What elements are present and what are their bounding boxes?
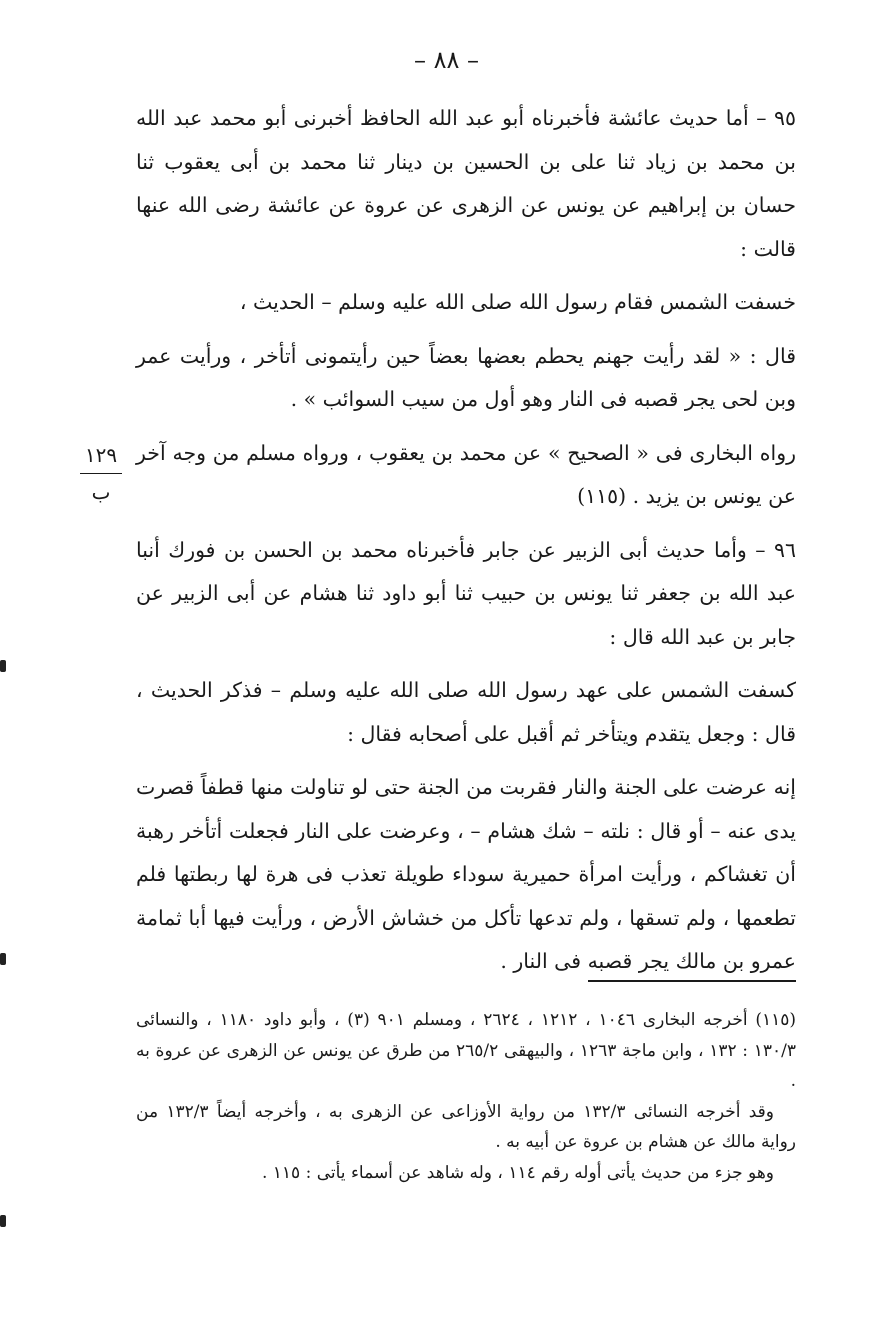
paragraph-bukhari-muslim: رواه البخارى فى « الصحيح » عن محمد بن يعقوب ، ورواه مسلم من وجه آخر عن يونس بن يزيد . (١١٥) [136, 440, 796, 508]
main-text [136, 97, 796, 984]
folio-number: ١٢٩ [84, 443, 118, 467]
paragraph-hadith-96: ٩٦ – وأما حديث أبى الزبير عن جابر فأخبرناه محمد بن الحسن بن فورك أنبا عبد الله بن جعفر ثنا يونس بن حبيب ثنا أبو داود ثنا هشام عن أبى الزبير عن جابر بن عبد الله قال : [136, 537, 796, 649]
paragraph-hadith-95: ٩٥ – أما حديث عائشة فأخبرناه أبو عبد الله الحافظ أخبرنى أبو محمد عبد الله بن محمد بن زياد ثنا على بن الحسين بن دينار ثنا محمد بن أبى يعقوب ثنا حسان بن إبراهيم عن يونس عن الزهرى عن عروة عن عائشة رضى الله عنها قالت : [136, 106, 796, 261]
paragraph-eclipse-aisha: خسفت الشمس فقام رسول الله صلى الله عليه وسلم – الحديث ، [239, 290, 796, 314]
folio-divider [80, 473, 122, 474]
scan-edge-mark [0, 1215, 6, 1227]
page-number: – ٨٨ – [413, 46, 480, 74]
scan-edge-mark [0, 660, 6, 672]
footnote-115-note: وهو جزء من حديث يأتى أوله رقم ١١٤ ، وله شاهد عن أسماء يأتى : ١١٥ . [261, 1162, 774, 1183]
footnote-115-nasai: وقد أخرجه النسائى ١٣٢/٣ من رواية الأوزاعى عن الزهرى به ، وأخرجه أيضاً ١٣٢/٣ من رواية مالك عن هشام بن عروة عن أبيه به . [136, 1101, 796, 1152]
paragraph-quote-jahannam: قال : « لقد رأيت جهنم يحطم بعضها بعضاً حين رأيتمونى أتأخر ، ورأيت عمر وبن لحى يجر قصبه فى النار وهو أول من سيب السوائب » . [136, 343, 796, 411]
footnote-115: (١١٥) أخرجه البخارى ١٠٤٦ ، ١٢١٢ ، ٢٦٢٤ ، ومسلم ٩٠١ (٣) ، وأبو داود ١١٨٠ ، والنسائى ١٣٠/٣ : ١٣٢ ، وابن ماجة ١٢٦٣ ، والبيهقى ٢٦٥/٢ من طرق عن يونس عن الزهرى عن عروة به . [136, 1010, 797, 1091]
paragraph-paradise-fire: إنه عرضت على الجنة والنار فقربت من الجنة حتى لو تناولت منها قطفاً قصرت يدى عنه – أو قال : نلته – شك هشام – ، وعرضت على النار فجعلت أتأخر رهبة أن تغشاكم ، ورأيت امرأة حميرية سوداء طويلة تعذب فى هرة لها ربطتها فلم تطعمها ، ولم تسقها ، ولم تدعها تأكل من خشاش الأرض ، ورأيت فيها أبا ثمامة عمرو بن مالك يجر قصبه فى النار . [136, 775, 796, 973]
paragraph-eclipse-jabir: كسفت الشمس على عهد رسول الله صلى الله عليه وسلم – فذكر الحديث ، قال : وجعل يتقدم ويتأخر ثم أقبل على أصحابه فقال : [136, 678, 796, 746]
folio-margin-note [76, 440, 126, 507]
footnotes [136, 1005, 796, 1188]
folio-side: ب [91, 480, 111, 504]
footnote-divider [588, 980, 796, 982]
scan-edge-mark [0, 953, 6, 965]
